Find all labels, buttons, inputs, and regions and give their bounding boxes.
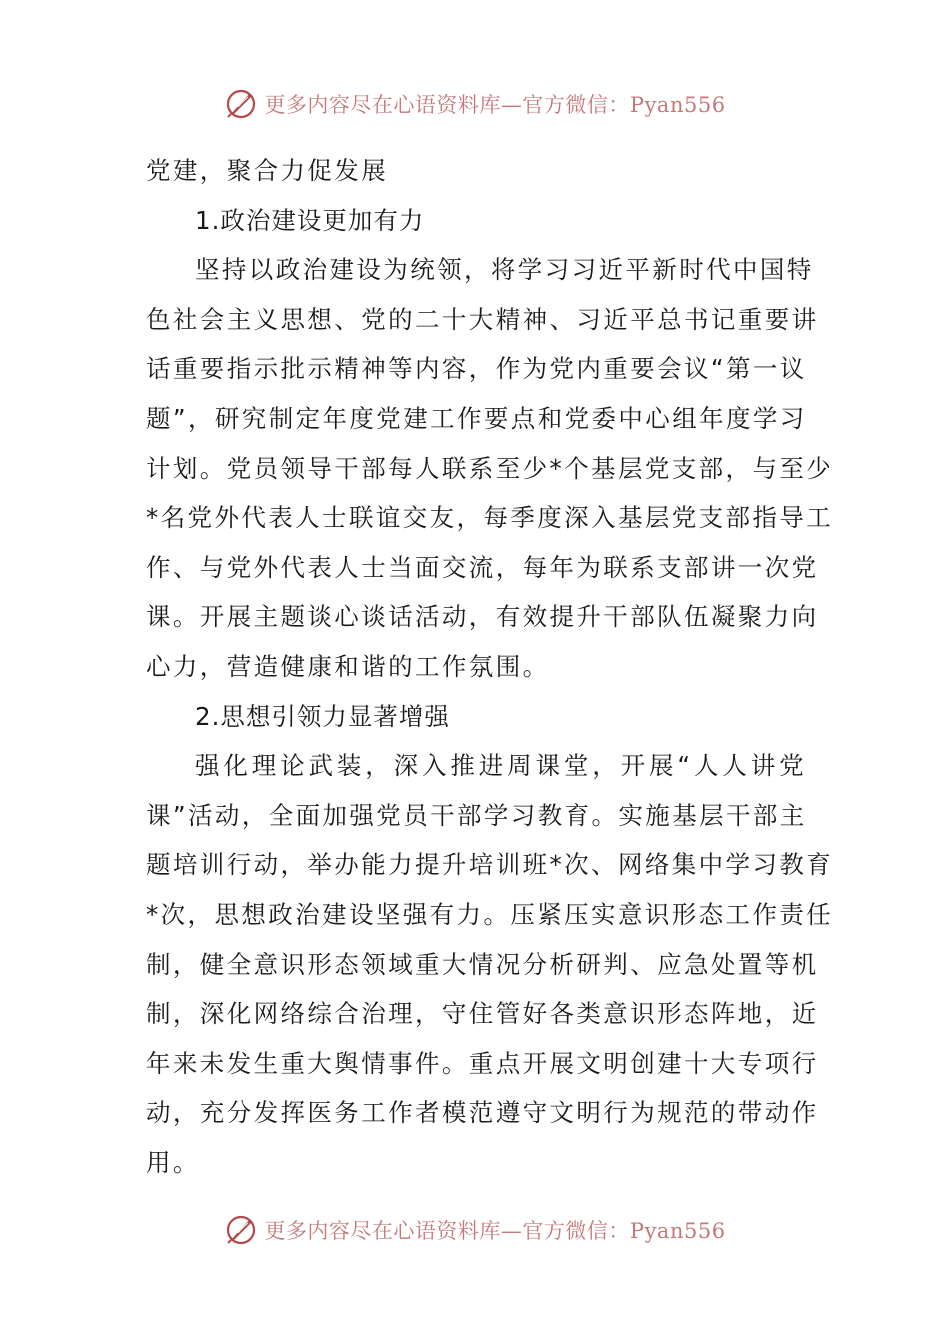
banner-text: 更多内容尽在心语资料库—官方微信：Pyan556 [264, 1219, 726, 1243]
section-heading-2: 2.思想引领力显著增强 [195, 701, 450, 731]
footer-banner [0, 1210, 950, 1250]
paragraph-line: 话重要指示批示精神等内容，作为党内重要会议“第一议 [146, 354, 807, 384]
paragraph-line: 年来未发生重大舆情事件。重点开展文明创建十大专项行 [146, 1048, 819, 1078]
document-body [146, 146, 834, 1187]
section-heading-1: 1.政治建设更加有力 [195, 205, 425, 235]
paragraph-line: 制，健全意识形态领域重大情况分析研判、应急处置等机 [146, 949, 819, 979]
header-banner [0, 84, 950, 124]
paragraph-line: *名党外代表人士联谊交友，每季度深入基层党支部指导工 [146, 503, 834, 533]
banner-text: 更多内容尽在心语资料库—官方微信：Pyan556 [264, 93, 726, 117]
opening-line: 党建，聚合力促发展 [146, 156, 389, 185]
paragraph-line: 动，充分发挥医务工作者模范遵守文明行为规范的带动作 [146, 1098, 819, 1128]
paragraph-line: 题”，研究制定年度党建工作要点和党委中心组年度学习 [146, 403, 807, 433]
paragraph-line: 课”活动，全面加强党员干部学习教育。实施基层干部主 [146, 800, 807, 830]
paragraph-line: 强化理论武装，深入推进周课堂，开展“人人讲党 [195, 751, 806, 781]
paragraph-line: 制，深化网络综合治理，守住管好各类意识形态阵地，近 [146, 999, 819, 1029]
paragraph-line: 计划。党员领导干部每人联系至少*个基层党支部，与至少 [146, 453, 834, 483]
paragraph-line: 题培训行动，举办能力提升培训班*次、网络集中学习教育 [146, 850, 834, 880]
paragraph-line: *次，思想政治建设坚强有力。压紧压实意识形态工作责任 [146, 899, 834, 929]
paragraph-line: 作、与党外代表人士当面交流，每年为联系支部讲一次党 [146, 552, 819, 582]
paragraph-line: 课。开展主题谈心谈话活动，有效提升干部队伍凝聚力向 [146, 602, 819, 632]
quill-logo-icon [224, 87, 258, 121]
paragraph-line: 色社会主义思想、党的二十大精神、习近平总书记重要讲 [146, 304, 819, 334]
quill-logo-icon [224, 1213, 258, 1247]
paragraph-line: 心力，营造健康和谐的工作氛围。 [146, 651, 550, 681]
paragraph-line: 用。 [146, 1147, 200, 1177]
paragraph-line: 坚持以政治建设为统领，将学习习近平新时代中国特 [195, 255, 814, 285]
